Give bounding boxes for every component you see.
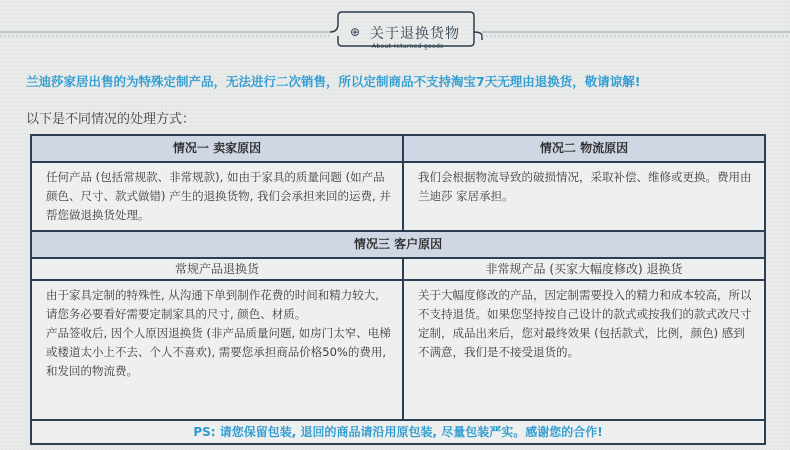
case2-body: 我们会根据物流导致的破损情况，采取补偿、维修或更换。费用由兰迪莎 家居承担。	[403, 162, 765, 231]
plus-circle-icon: ⊕	[350, 25, 361, 39]
intro-text: 以下是不同情况的处理方式：	[26, 112, 196, 127]
case1-header: 情况一 卖家原因	[31, 135, 403, 162]
header-title: 关于退换货物	[370, 26, 460, 42]
custom-product-header: 非常规产品 (买家大幅度修改) 退换货	[403, 258, 765, 280]
case2-header: 情况二 物流原因	[403, 135, 765, 162]
header-subtitle: About returned goods	[372, 43, 444, 50]
regular-body-paragraph-1: 由于家具定制的特殊性, 从沟通下单到制作花费的时间和精力较大, 请您务必要看好需要定制家具的尺寸, 颜色、材质。	[46, 288, 379, 321]
page-header	[0, 0, 790, 60]
case3-header: 情况三 客户原因	[31, 231, 765, 258]
regular-body-paragraph-2: 产品签收后, 因个人原因退换货 (非产品质量问题, 如房门太窄、电梯或楼道太小上不去、个人不喜欢), 需要您承担商品价格50%的费用, 和发回的物流费。	[46, 326, 391, 378]
footer-note: PS: 请您保留包装, 退回的商品请沿用原包装, 尽量包装严实。感谢您的合作!	[31, 420, 765, 444]
return-policy-table	[30, 134, 766, 445]
regular-product-body	[31, 280, 403, 420]
regular-product-header: 常规产品退换货	[31, 258, 403, 280]
case1-body: 任何产品 (包括常规款、非常规款), 如由于家具的质量问题 (如产品颜色、尺寸、款式做错) 产生的退换货物, 我们会承担来回的运费, 并帮您做退换货处理。	[31, 162, 403, 231]
custom-product-body: 关于大幅度修改的产品，因定制需要投入的精力和成本较高，所以不支持退货。如果您坚持按自己设计的款式或按我们的款式改尺寸定制，成品出来后，您对最终效果 (包括款式，比例，颜色) 感到不满意，我们是不接受退货的。	[403, 280, 765, 420]
notice-text: 兰迪莎家居出售的为特殊定制产品，无法进行二次销售，所以定制商品不支持淘宝7天无理由退换货，敬请谅解!	[26, 74, 641, 89]
